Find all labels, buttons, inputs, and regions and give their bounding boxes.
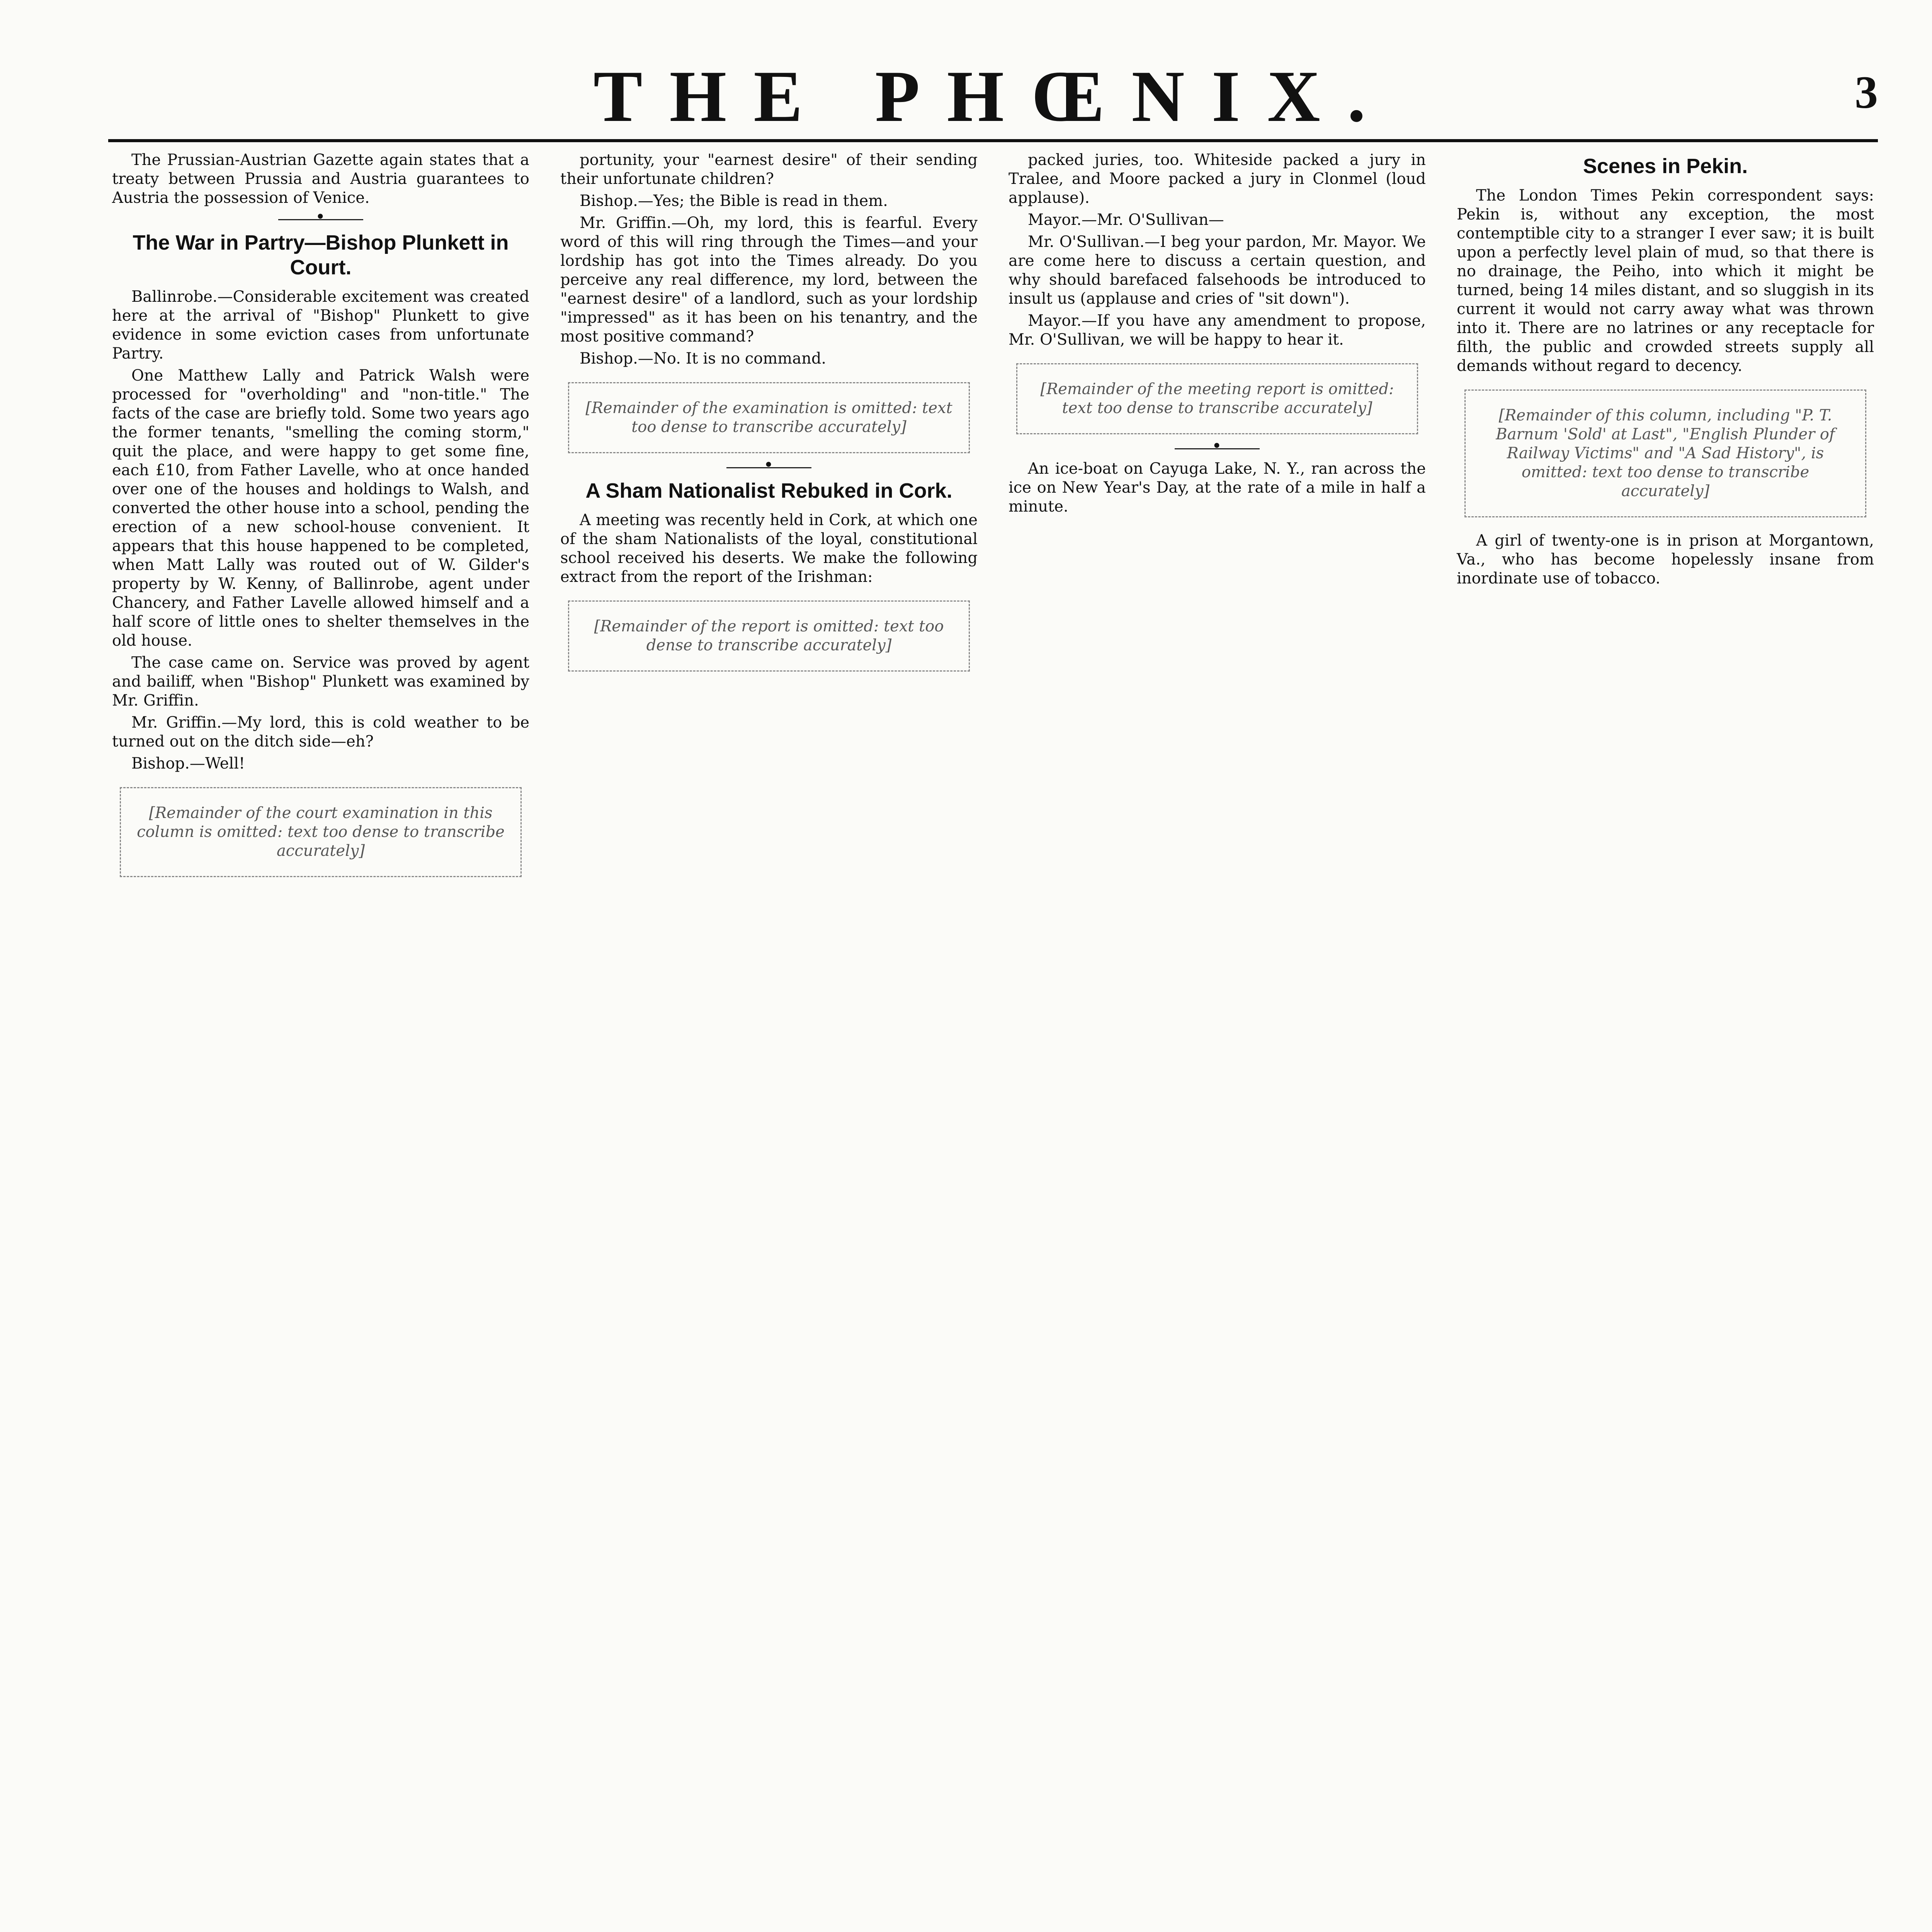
article-paragraph: Bishop.—Well! — [131, 755, 245, 772]
article-paragraph: Bishop.—Yes; the Bible is read in them. — [580, 192, 888, 210]
column-4 — [1453, 151, 1878, 1932]
article-paragraph: Mr. Griffin.—My lord, this is cold weather to be turned out on the ditch side—eh? — [112, 714, 529, 750]
article-paragraph: Mayor.—Mr. O'Sullivan— — [1028, 211, 1224, 229]
article-paragraph: Bishop.—No. It is no command. — [580, 350, 827, 367]
omitted-text-placeholder: [Remainder of the court examination in this column is omitted: text too dense to transcribe accurately] — [120, 787, 522, 877]
article-paragraph: The case came on. Service was proved by agent and bailiff, when "Bishop" Plunkett was examined by Mr. Griffin. — [112, 654, 529, 709]
column-3 — [1005, 151, 1430, 1932]
column-intro: The Prussian-Austrian Gazette again states that a treaty between Prussia and Austria guarantees to Austria the possession of Venice. — [112, 151, 529, 207]
article-headline: The War in Partry—Bishop Plunkett in Court. — [133, 231, 509, 279]
omitted-text-placeholder: [Remainder of the examination is omitted: text too dense to transcribe accurately] — [568, 382, 970, 453]
article-paragraph: Mr. Griffin.—Oh, my lord, this is fearful. Every word of this will ring through the Times—and your lordship has got into the Times already. Do you perceive any real difference, my lord, between the "earnest desire" of a landlord, such as your lordship "impressed" as it has been on his tenantry, and the most positive command? — [560, 214, 978, 345]
section-divider — [726, 467, 811, 468]
article-paragraph: One Matthew Lally and Patrick Walsh were processed for "overholding" and "non-title." The facts of the case are briefly told. Some two years ago the former tenants, "smelling the coming storm," quit the place, and were happy to get some fine, each £10, from Father Lavelle, who at once handed over one of the houses and holdings to Walsh, and converted the other house into a school, pending the erection of a new school-house convenient. It appears that this house happened to be completed, when Matt Lally was routed out of W. Gilder's property by W. Kenny, of Ballinrobe, agent under Chancery, and Father Lavelle allowed himself and a half score of little ones to shelter themselves in the old house. — [112, 367, 529, 650]
news-brief: An ice-boat on Cayuga Lake, N. Y., ran across the ice on New Year's Day, at the rate of a mile in half a minute. — [1009, 460, 1426, 515]
masthead-title: THE PHŒNIX. — [593, 56, 1393, 137]
omitted-text-placeholder: [Remainder of the report is omitted: text too dense to transcribe accurately] — [568, 600, 970, 672]
page-number: 3 — [1855, 66, 1878, 118]
article-columns — [108, 151, 1878, 1932]
section-divider — [1175, 448, 1260, 449]
omitted-text-placeholder: [Remainder of the meeting report is omitted: text too dense to transcribe accurately] — [1016, 363, 1418, 434]
article-paragraph: packed juries, too. Whiteside packed a jury in Tralee, and Moore packed a jury in Clonmel (loud applause). — [1009, 151, 1426, 207]
omitted-text-placeholder: [Remainder of this column, including "P. T. Barnum 'Sold' at Last", "English Plunder of Railway Victims" and "A Sad History", is omitted: text too dense to transcribe accurately] — [1464, 389, 1866, 517]
article-headline: Scenes in Pekin. — [1583, 155, 1748, 178]
article-paragraph: Mr. O'Sullivan.—I beg your pardon, Mr. Mayor. We are come here to discuss a certain question, and why should barefaced falsehoods be introduced to insult us (applause and cries of "sit down"). — [1009, 233, 1426, 308]
column-2 — [556, 151, 981, 1932]
article-paragraph: Mayor.—If you have any amendment to propose, Mr. O'Sullivan, we will be happy to hear it. — [1009, 312, 1426, 349]
masthead — [108, 58, 1878, 142]
column-1 — [108, 151, 533, 1932]
article-headline: A Sham Nationalist Rebuked in Cork. — [585, 479, 952, 502]
article-paragraph: Ballinrobe.—Considerable excitement was created here at the arrival of "Bishop" Plunkett to give evidence in some eviction cases from unfortunate Partry. — [112, 288, 529, 362]
article-paragraph: A meeting was recently held in Cork, at which one of the sham Nationalists of the loyal, constitutional school received his deserts. We make the following extract from the report of the Irishman: — [560, 511, 978, 586]
article-paragraph: portunity, your "earnest desire" of their sending their unfortunate children? — [560, 151, 978, 188]
section-divider — [278, 219, 363, 220]
article-paragraph: The London Times Pekin correspondent says: Pekin is, without any exception, the most contemptible city to a stranger I ever saw; it is built upon a perfectly level plain of mud, so that there is no drainage, the Peiho, into which it might be turned, being 14 miles distant, and so sluggish in its current it would not carry away what was thrown into it. There are no latrines or any receptacle for filth, the public and crowded streets supply all demands without regard to decency. — [1457, 187, 1874, 375]
news-brief: A girl of twenty-one is in prison at Morgantown, Va., who has become hopelessly insane from inordinate use of tobacco. — [1457, 532, 1874, 587]
